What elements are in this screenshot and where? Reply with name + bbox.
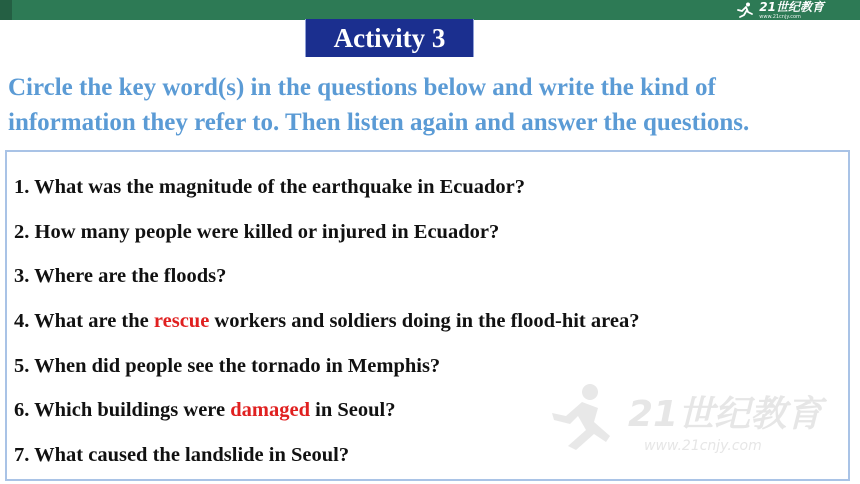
watermark-subtext: www.21cnjy.com: [644, 438, 762, 454]
question-5: [14, 349, 639, 394]
question-2-text: 2. How many people were killed or injured in Ecuador?: [14, 220, 500, 243]
activity-title: Activity 3: [305, 19, 474, 57]
question-7-text: 7. What caused the landslide in Seoul?: [14, 444, 350, 467]
watermark-text: 21世纪教育: [628, 394, 823, 435]
question-list: [14, 170, 639, 483]
top-bar-accent: [0, 0, 12, 20]
logo-subtext: www.21cnjy.com: [759, 14, 801, 20]
top-bar: [0, 0, 860, 20]
question-5-text: 5. When did people see the tornado in Memphis?: [14, 354, 441, 377]
question-2: [14, 215, 639, 260]
runner-icon: [735, 2, 755, 18]
question-7: [14, 438, 639, 483]
question-1-text: 1. What was the magnitude of the earthquake in Ecuador?: [14, 176, 526, 198]
question-4-text-after: workers and soldiers doing in the flood-hit area?: [209, 310, 640, 333]
question-6-keyword: damaged: [230, 399, 310, 422]
question-6-text-before: 6. Which buildings were: [14, 399, 231, 422]
question-3-text: 3. Where are the floods?: [14, 265, 227, 288]
instructions-line-1: Circle the key word(s) in the questions below and write the kind of: [8, 74, 716, 101]
question-4-text-before: 4. What are the: [14, 310, 154, 333]
question-4: [14, 304, 639, 349]
question-4-keyword: rescue: [153, 310, 210, 333]
instructions: [8, 70, 860, 140]
question-6-text-after: in Seoul?: [310, 399, 396, 422]
question-3: [14, 259, 639, 304]
site-logo: [735, 1, 824, 19]
question-6: [14, 393, 639, 438]
question-1: [14, 170, 639, 215]
instructions-line-2: information they refer to. Then listen again and answer the questions.: [8, 109, 750, 136]
logo-text: 21世纪教育: [759, 0, 824, 14]
